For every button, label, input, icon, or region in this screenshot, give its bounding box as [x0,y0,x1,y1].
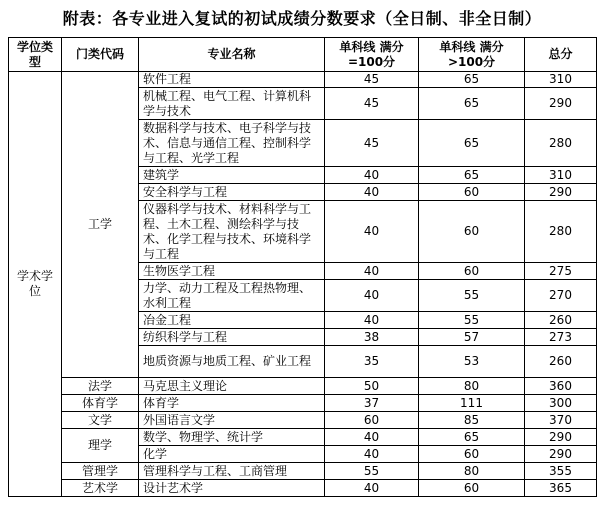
total-cell: 365 [525,480,597,497]
major-cell: 建筑学 [139,167,325,184]
major-cell: 纺织科学与工程 [139,329,325,346]
major-cell: 数据科学与技术、电子科学与技术、信息与通信工程、控制科学与工程、光学工程 [139,120,325,167]
single-over-100-cell: 55 [419,280,525,312]
major-cell: 数学、物理学、统计学 [139,429,325,446]
major-cell: 冶金工程 [139,312,325,329]
single-over-100-cell: 60 [419,446,525,463]
single-over-100-cell: 80 [419,463,525,480]
single-100-cell: 35 [325,346,419,378]
header-major: 专业名称 [139,38,325,72]
category-cell: 法学 [62,378,139,395]
table-row [9,412,597,429]
total-cell: 290 [525,88,597,120]
category-cell: 理学 [62,429,139,463]
total-cell: 355 [525,463,597,480]
single-over-100-cell: 60 [419,480,525,497]
single-100-cell: 40 [325,184,419,201]
single-over-100-cell: 85 [419,412,525,429]
category-cell: 管理学 [62,463,139,480]
total-cell: 370 [525,412,597,429]
single-over-100-cell: 80 [419,378,525,395]
total-cell: 310 [525,72,597,88]
major-cell: 化学 [139,446,325,463]
single-100-cell: 45 [325,120,419,167]
total-cell: 290 [525,446,597,463]
single-100-cell: 40 [325,429,419,446]
single-over-100-cell: 60 [419,184,525,201]
major-cell: 生物医学工程 [139,263,325,280]
single-over-100-cell: 65 [419,72,525,88]
major-cell: 马克思主义理论 [139,378,325,395]
single-100-cell: 60 [325,412,419,429]
category-cell: 工学 [62,72,139,378]
major-cell: 软件工程 [139,72,325,88]
total-cell: 260 [525,346,597,378]
major-cell: 管理科学与工程、工商管理 [139,463,325,480]
total-cell: 360 [525,378,597,395]
single-100-cell: 40 [325,263,419,280]
header-row [9,38,597,72]
total-cell: 290 [525,184,597,201]
header-degree-type: 学位类型 [9,38,62,72]
major-cell: 安全科学与工程 [139,184,325,201]
total-cell: 290 [525,429,597,446]
single-100-cell: 45 [325,72,419,88]
single-100-cell: 55 [325,463,419,480]
single-100-cell: 40 [325,480,419,497]
category-cell: 文学 [62,412,139,429]
total-cell: 280 [525,120,597,167]
table-row [9,463,597,480]
major-cell: 力学、动力工程及工程热物理、水利工程 [139,280,325,312]
single-100-cell: 50 [325,378,419,395]
table-row [9,429,597,446]
table-row [9,480,597,497]
total-cell: 275 [525,263,597,280]
single-over-100-cell: 65 [419,88,525,120]
single-over-100-cell: 65 [419,167,525,184]
single-100-cell: 38 [325,329,419,346]
total-cell: 260 [525,312,597,329]
major-cell: 机械工程、电气工程、计算机科学与技术 [139,88,325,120]
score-table [8,37,597,497]
single-over-100-cell: 60 [419,201,525,263]
degree-type-cell: 学术学位 [9,72,62,497]
page-title: 附表：各专业进入复试的初试成绩分数要求（全日制、非全日制） [62,9,542,28]
table-row [9,72,597,88]
single-over-100-cell: 111 [419,395,525,412]
header-single-subject-over-100: 单科线 满分>100分 [419,38,525,72]
single-over-100-cell: 65 [419,429,525,446]
single-over-100-cell: 53 [419,346,525,378]
single-100-cell: 45 [325,88,419,120]
single-over-100-cell: 60 [419,263,525,280]
single-100-cell: 37 [325,395,419,412]
header-single-subject-100: 单科线 满分=100分 [325,38,419,72]
total-cell: 310 [525,167,597,184]
single-over-100-cell: 65 [419,120,525,167]
single-100-cell: 40 [325,312,419,329]
total-cell: 280 [525,201,597,263]
table-row [9,395,597,412]
category-cell: 艺术学 [62,480,139,497]
table-row [9,378,597,395]
major-cell: 设计艺术学 [139,480,325,497]
header-total: 总分 [525,38,597,72]
single-100-cell: 40 [325,280,419,312]
single-100-cell: 40 [325,167,419,184]
major-cell: 体育学 [139,395,325,412]
header-category-code: 门类代码 [62,38,139,72]
total-cell: 300 [525,395,597,412]
single-over-100-cell: 57 [419,329,525,346]
single-over-100-cell: 55 [419,312,525,329]
single-100-cell: 40 [325,446,419,463]
total-cell: 270 [525,280,597,312]
single-100-cell: 40 [325,201,419,263]
major-cell: 仪器科学与技术、材料科学与工程、土木工程、测绘科学与技术、化学工程与技术、环境科学与工程 [139,201,325,263]
major-cell: 外国语言文学 [139,412,325,429]
total-cell: 273 [525,329,597,346]
major-cell: 地质资源与地质工程、矿业工程 [139,346,325,378]
category-cell: 体育学 [62,395,139,412]
